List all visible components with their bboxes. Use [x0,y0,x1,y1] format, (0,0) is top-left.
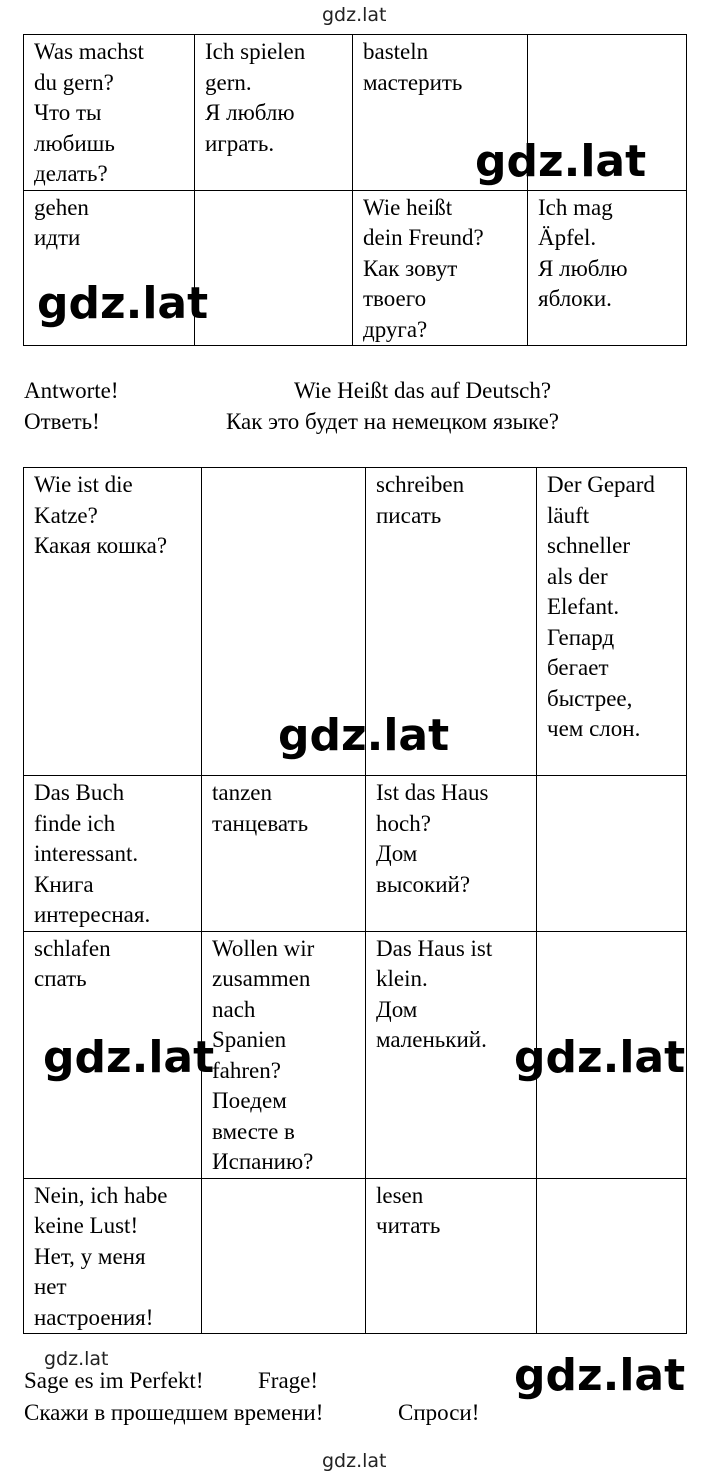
table-cell [24,776,202,932]
table-cell [24,1178,202,1334]
frage-ru: Спроси! [398,1400,480,1425]
cell-text-line: играть. [205,130,275,156]
cell-text-line: маленький. [376,1027,487,1052]
cell-text-line: яблоки. [538,286,612,311]
table-row [24,1178,687,1334]
cell-text-line: настроения! [34,1304,154,1330]
cell-text-line: Испанию? [212,1149,314,1174]
cell-text-line: Какая кошка? [34,533,168,558]
cell-text-line: Nein, ich habe [34,1182,168,1208]
cell-text-line: nach [212,996,256,1022]
cell-text-line: твоего [363,286,427,311]
cell-text-line: läuft [547,502,590,528]
antworte-ru: Ответь! [24,409,100,434]
table-cell [202,1178,366,1334]
cell-text-line: мастерить [363,69,463,95]
cell-text-line: dein Freund? [363,225,484,250]
table-cell [202,931,366,1178]
cell-text-line: finde ich [34,810,116,836]
watermark-large-3: gdz.lat [278,710,450,761]
table-cell [528,190,687,346]
cell-text-line: als der [547,563,608,589]
frage-de: Frage! [258,1368,319,1393]
table-cell [366,931,537,1178]
cell-text-line: Как зовут [363,255,458,281]
cell-text-line: Ist das Haus [376,780,489,805]
cell-text-line: танцевать [212,810,309,836]
cell-text-line: basteln [363,39,429,64]
cell-text-line: Wollen wir [212,935,315,961]
cell-text-line: нет [34,1274,67,1299]
cell-text-line: высокий? [376,871,471,897]
perfekt-de: Sage es im Perfekt! [24,1368,204,1393]
cell-text-line: Дом [376,841,418,866]
table-cell [366,776,537,932]
cell-text-line: hoch? [376,810,431,836]
cell-text-line: вместе в [212,1118,295,1144]
watermark-top: gdz.lat [322,4,387,26]
deutsch-de: Wie Heißt das auf Deutsch? [294,378,552,403]
cell-text-line: Wie heißt [363,194,453,220]
watermark-large-4: gdz.lat [43,1032,215,1083]
vocab-table-2 [23,467,687,1334]
cell-text-line: Дом [376,996,418,1022]
cell-text-line: Поедем [212,1088,287,1113]
table-cell [195,35,353,191]
cell-text-line: бегает [547,655,609,680]
perfekt-ru: Скажи в прошедшем времени! [24,1400,324,1425]
cell-text-line: interessant. [34,841,139,866]
table-cell [202,776,366,932]
cell-text-line: Книга [34,871,94,897]
cell-text-line: schlafen [34,935,111,961]
cell-text-line: du gern? [34,69,114,95]
cell-text-line: Нет, у меня [34,1243,146,1269]
table-cell [537,468,687,776]
cell-text-line: Was machst [34,39,144,64]
cell-text-line: Äpfel. [538,225,597,250]
cell-text-line: идти [34,225,81,250]
cell-text-line: keine Lust! [34,1213,139,1238]
table-cell [24,468,202,776]
cell-text-line: спать [34,966,87,991]
cell-text-line: любишь [34,130,115,156]
cell-text-line: Elefant. [547,594,620,619]
table-row [24,776,687,932]
cell-text-line: Я люблю [538,255,628,281]
cell-text-line: Spanien [212,1027,287,1052]
watermark-large-2: gdz.lat [37,278,209,329]
table-cell [537,1178,687,1334]
cell-text-line: интересная. [34,902,151,927]
cell-text-line: fahren? [212,1057,281,1083]
cell-text-line: klein. [376,966,428,991]
cell-text-line: писать [376,502,442,528]
cell-text-line: друга? [363,316,428,342]
table-cell [195,190,353,346]
watermark-large-6: gdz.lat [514,1350,686,1401]
watermark-large-5: gdz.lat [514,1032,686,1083]
cell-text-line: zusammen [212,966,311,991]
cell-text-line: tanzen [212,780,273,805]
watermark-bottom: gdz.lat [322,1450,387,1472]
cell-text-line: Что ты [34,100,102,125]
watermark-bottom-left: gdz.lat [44,1348,109,1370]
table-cell [537,776,687,932]
cell-text-line: Ich spielen [205,39,306,64]
cell-text-line: schneller [547,533,631,558]
watermark-large-1: gdz.lat [475,136,647,187]
cell-text-line: Wie ist die [34,472,133,497]
cell-text-line: Das Haus ist [376,935,493,961]
cell-text-line: Ich mag [538,194,613,220]
cell-text-line: Katze? [34,502,98,528]
cell-text-line: чем слон. [547,716,641,741]
deutsch-ru: Как это будет на немецком языке? [226,409,559,434]
cell-text-line: lesen [376,1182,424,1208]
antworte-de: Antworte! [24,378,119,403]
cell-text-line: gehen [34,194,89,220]
cell-text-line: Das Buch [34,780,125,805]
cell-text-line: Я люблю [205,100,295,125]
cell-text-line: Der Gepard [547,472,655,497]
cell-text-line: делать? [34,161,108,186]
cell-text-line: gern. [205,69,252,95]
table-cell [366,1178,537,1334]
cell-text-line: Гепард [547,624,615,650]
cell-text-line: читать [376,1213,441,1238]
cell-text-line: быстрее, [547,685,633,711]
table-cell [24,35,195,191]
table-cell [353,190,528,346]
cell-text-line: schreiben [376,472,465,497]
